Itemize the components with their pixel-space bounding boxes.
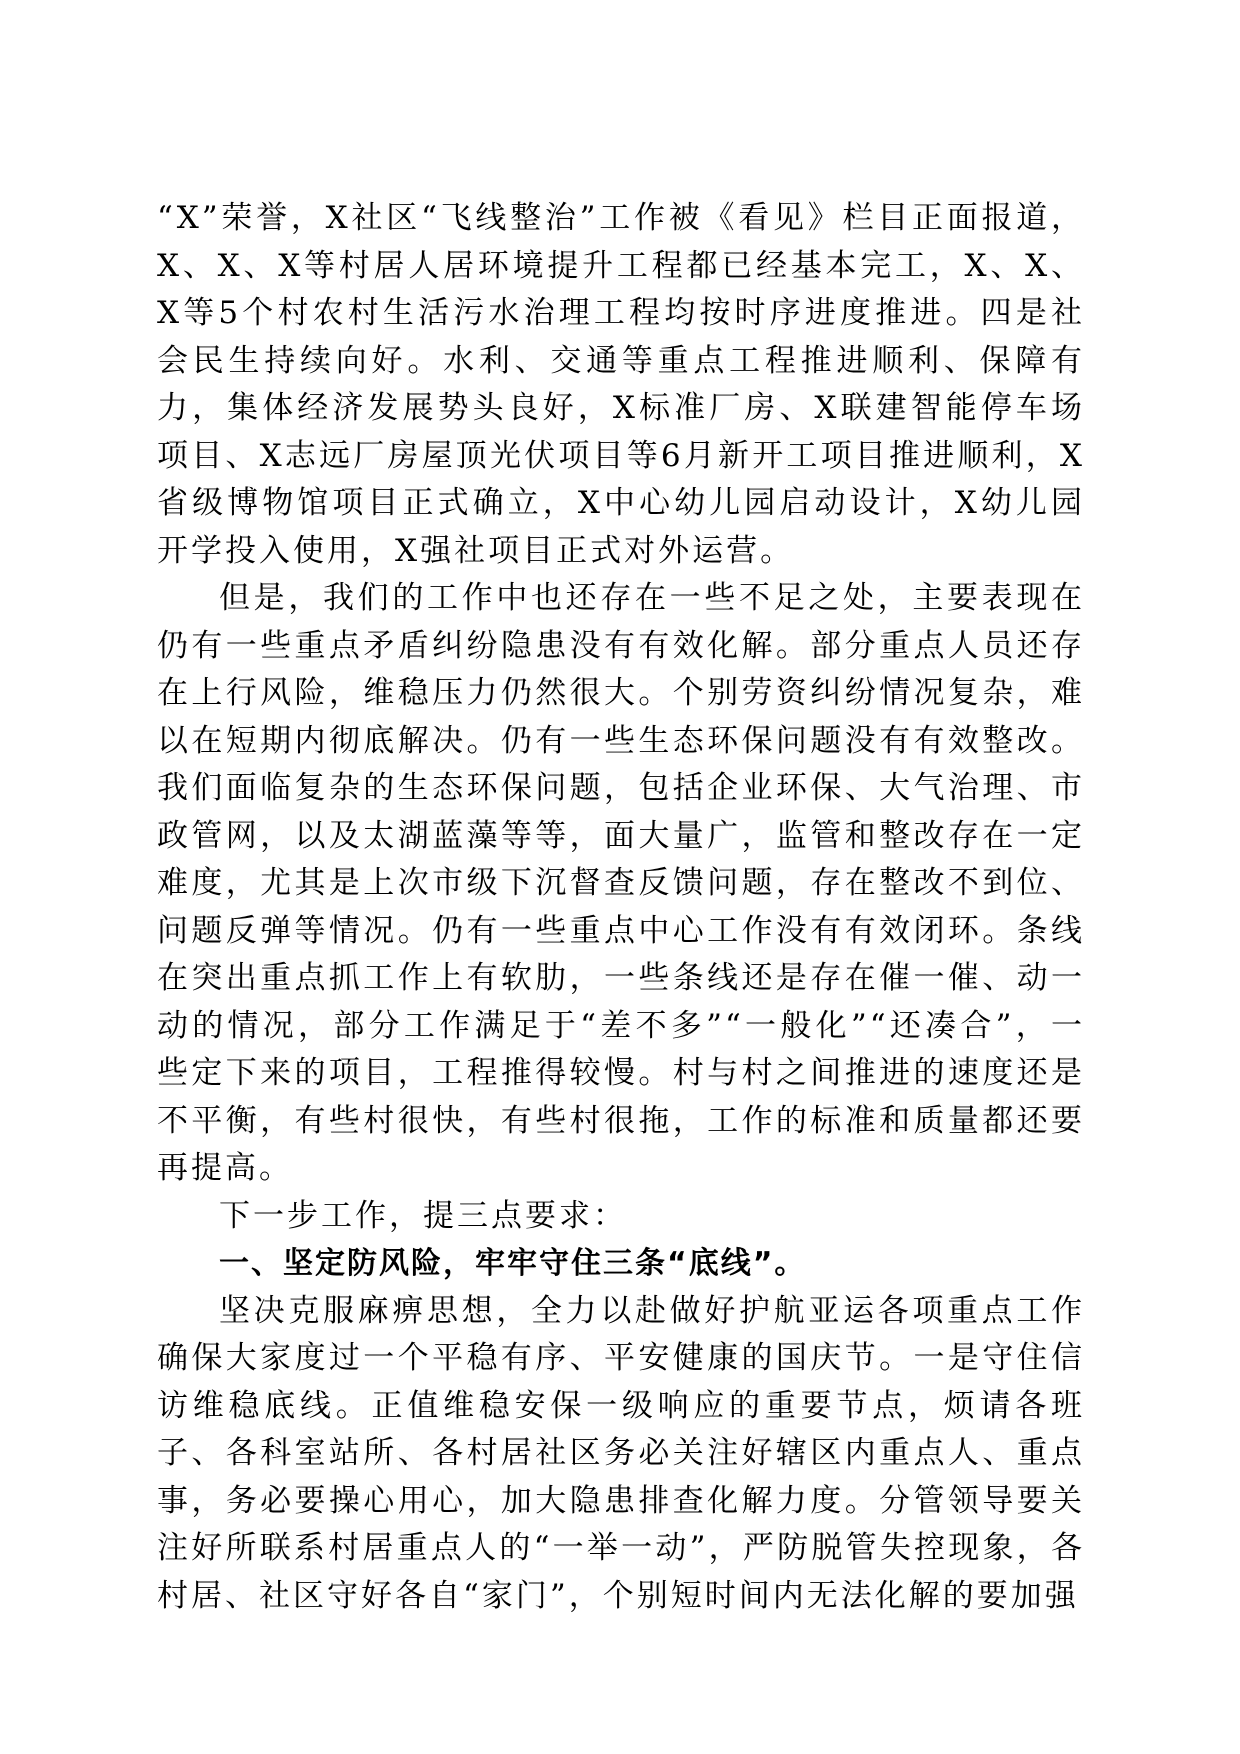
paragraph-achievements: “X”荣誉，X社区“飞线整治”工作被《看见》栏目正面报道，X、X、X等村居人居环境提升工程都已经基本完工，X、X、X等5个村农村生活污水治理工程均按时序进度推进。四是社会民生持续向好。水利、交通等重点工程推进顺利、保障有力，集体经济发展势头良好，X标准厂房、X联建智能停车场项目、X志远厂房屋顶光伏项目等6月新开工项目推进顺利，X省级博物馆项目正式确立，X中心幼儿园启动设计，X幼儿园开学投入使用，X强社项目正式对外运营。	[157, 200, 1085, 569]
paragraph-risk-prevention: 坚决克服麻痹思想，全力以赴做好护航亚运各项重点工作确保大家度过一个平稳有序、平安健康的国庆节。一是守住信访维稳底线。正值维稳安保一级响应的重要节点，烦请各班子、各科室站所、各村居社区务必关注好辖区内重点人、重点事，务必要操心用心，加大隐患排查化解力度。分管领导要关注好所联系村居重点人的“一举一动”，严防脱管失控现象，各村居、社区守好各自“家门”，个别短时间内无法化解的要加强	[157, 1292, 1085, 1614]
section-heading-1: 一、坚定防风险，牢牢守住三条“底线”。	[219, 1246, 807, 1281]
paragraph-shortcomings: 但是，我们的工作中也还存在一些不足之处，主要表现在仍有一些重点矛盾纠纷隐患没有有效化解。部分重点人员还存在上行风险，维稳压力仍然很大。个别劳资纠纷情况复杂，难以在短期内彻底解决。仍有一些生态环保问题没有有效整改。我们面临复杂的生态环保问题，包括企业环保、大气治理、市政管网，以及太湖蓝藻等等，面大量广，监管和整改存在一定难度，尤其是上次市级下沉督查反馈问题，存在整改不到位、问题反弹等情况。仍有一些重点中心工作没有有效闭环。条线在突出重点抓工作上有软肋，一些条线还是存在催一催、动一动的情况，部分工作满足于“差不多”“一般化”“还凑合”，一些定下来的项目，工程推得较慢。村与村之间推进的速度还是不平衡，有些村很快，有些村很拖，工作的标准和质量都还要再提高。	[157, 580, 1085, 1186]
document-page	[157, 195, 1085, 1620]
paragraph-next-steps: 下一步工作，提三点要求：	[219, 1197, 627, 1234]
